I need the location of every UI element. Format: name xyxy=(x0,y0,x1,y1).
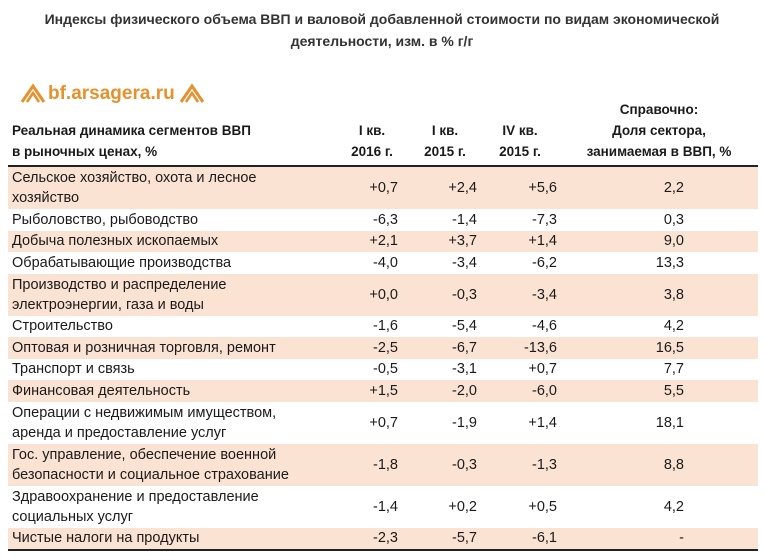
row-q4-2015: -7,3 xyxy=(532,211,557,228)
row-sector-name-line-1: Обрабатывающие производства xyxy=(12,254,232,271)
header-segment xyxy=(12,120,251,162)
row-sector-name xyxy=(8,403,330,443)
row-sector-name xyxy=(8,381,330,401)
row-q4-2015: -6,2 xyxy=(532,254,557,271)
table-title xyxy=(0,8,764,52)
row-sector-name xyxy=(8,359,330,379)
title-line-1: Индексы физического объема ВВП и валовой добавленной стоимости по видам экономической xyxy=(44,11,720,27)
row-q1-2015: -5,7 xyxy=(452,530,477,547)
row-sector-share: 2,2 xyxy=(663,180,684,196)
logo-right-mark-icon xyxy=(179,82,205,106)
row-sector-share: 8,8 xyxy=(663,456,684,473)
header-share-line-2: Доля сектора, xyxy=(612,123,706,138)
row-sector-share: 18,1 xyxy=(655,414,684,431)
table-row xyxy=(8,359,758,381)
header-q1-2015-line-2: 2015 г. xyxy=(424,144,466,159)
row-q1-2016: -2,3 xyxy=(373,530,398,547)
header-share-line-1: Справочно: xyxy=(619,102,699,117)
row-sector-name-line-2: электроэнергии, газа и воды xyxy=(12,296,204,313)
title-line-2: деятельности, изм. в % г/г xyxy=(290,33,474,49)
row-q1-2016: +2,1 xyxy=(369,233,398,250)
row-sector-share: 4,2 xyxy=(663,318,684,335)
table-row xyxy=(8,316,758,338)
table-row xyxy=(8,337,758,359)
row-q4-2015: +1,4 xyxy=(528,233,557,250)
row-sector-share: 13,3 xyxy=(655,254,684,271)
row-sector-name-line-1: Оптовая и розничная торговля, ремонт xyxy=(12,339,276,356)
table-row xyxy=(8,252,758,274)
row-sector-name xyxy=(8,528,330,548)
row-sector-share: 9,0 xyxy=(663,233,684,250)
row-q1-2015: +2,4 xyxy=(448,180,477,196)
row-q1-2016: -1,4 xyxy=(373,498,398,515)
row-sector-name xyxy=(8,253,330,273)
row-q1-2016: -6,3 xyxy=(373,211,398,228)
row-sector-name-line-2: хозяйство xyxy=(12,190,80,206)
row-q1-2015: -1,4 xyxy=(452,211,477,228)
table-row xyxy=(8,402,758,444)
row-q4-2015: -13,6 xyxy=(523,339,557,356)
row-sector-name xyxy=(8,445,330,485)
table-row xyxy=(8,231,758,253)
table-row xyxy=(8,274,758,316)
row-sector-name-line-1: Операции с недвижимым имуществом, xyxy=(12,404,277,421)
table-row xyxy=(8,167,758,209)
table-row xyxy=(8,380,758,402)
row-q1-2015: -5,4 xyxy=(452,318,477,335)
row-sector-name-line-2: безопасности и социальное страхование xyxy=(12,466,289,483)
row-q4-2015: +0,5 xyxy=(528,498,557,515)
arsagera-logo[interactable] xyxy=(20,82,205,106)
row-q4-2015: +1,4 xyxy=(528,414,557,431)
row-sector-name-line-1: Добыча полезных ископаемых xyxy=(12,233,219,250)
row-q4-2015: -1,3 xyxy=(532,456,557,473)
header-q1-2016-line-1: I кв. xyxy=(358,123,386,138)
row-q1-2015: -2,0 xyxy=(452,382,477,399)
row-sector-name-line-2: аренда и предоставление услуг xyxy=(12,424,227,441)
gdp-table xyxy=(8,165,758,551)
row-sector-share: 16,5 xyxy=(655,339,684,356)
logo-left-mark-icon xyxy=(20,82,46,106)
logo-text: bf.arsagera.ru xyxy=(48,83,175,104)
row-q4-2015: -6,0 xyxy=(532,382,557,399)
row-q1-2015: -0,3 xyxy=(452,456,477,473)
row-sector-name xyxy=(8,275,330,315)
row-sector-name xyxy=(8,231,330,251)
row-sector-name xyxy=(8,210,330,230)
row-q1-2016: -2,5 xyxy=(373,339,398,356)
row-q1-2016: -1,6 xyxy=(373,318,398,335)
row-sector-name-line-1: Чистые налоги на продукты xyxy=(12,530,200,547)
row-sector-name-line-1: Здравоохранение и предоставление xyxy=(12,488,259,505)
row-q1-2016: +0,7 xyxy=(369,414,398,431)
row-sector-share: - xyxy=(679,530,684,547)
header-q1-2015-line-1: I кв. xyxy=(431,123,459,138)
row-sector-share: 5,5 xyxy=(663,382,684,399)
row-sector-name-line-1: Строительство xyxy=(12,318,113,335)
row-sector-name xyxy=(8,338,330,358)
row-sector-name-line-1: Рыболовство, рыбоводство xyxy=(12,211,199,228)
header-sector-share xyxy=(566,99,752,162)
table-row xyxy=(8,209,758,231)
row-sector-name-line-1: Гос. управление, обеспечение военной xyxy=(12,446,277,463)
row-q4-2015: -3,4 xyxy=(532,286,557,303)
header-q1-2015 xyxy=(414,120,476,162)
row-sector-share: 4,2 xyxy=(663,498,684,515)
header-q4-2015 xyxy=(488,120,552,162)
header-q1-2016-line-2: 2016 г. xyxy=(351,144,393,159)
row-q4-2015: -4,6 xyxy=(532,318,557,335)
row-sector-name-line-1: Производство и распределение xyxy=(12,276,227,293)
header-q4-2015-line-2: 2015 г. xyxy=(499,144,541,159)
row-sector-name-line-1: Транспорт и связь xyxy=(12,361,135,378)
header-q1-2016 xyxy=(342,120,402,162)
row-q1-2015: -6,7 xyxy=(452,339,477,356)
row-sector-name-line-1: Сельское хозяйство, охота и лесное xyxy=(12,170,257,186)
row-q4-2015: +5,6 xyxy=(528,180,557,196)
row-sector-share: 7,7 xyxy=(663,361,684,378)
row-q1-2015: -3,4 xyxy=(452,254,477,271)
row-q1-2016: -1,8 xyxy=(373,456,398,473)
row-sector-share: 0,3 xyxy=(663,211,684,228)
row-sector-name xyxy=(8,487,330,527)
table-row xyxy=(8,528,758,550)
header-q4-2015-line-1: IV кв. xyxy=(502,123,538,138)
row-q1-2016: -0,5 xyxy=(373,361,398,378)
row-q1-2015: -0,3 xyxy=(452,286,477,303)
row-sector-name-line-1: Финансовая деятельность xyxy=(12,382,191,399)
row-q1-2016: +1,5 xyxy=(369,382,398,399)
row-q1-2016: +0,0 xyxy=(369,286,398,303)
row-q4-2015: +0,7 xyxy=(528,361,557,378)
row-q1-2015: +0,2 xyxy=(448,498,477,515)
header-segment-line-2: в рыночных ценах, % xyxy=(12,144,158,159)
row-q1-2015: +3,7 xyxy=(448,233,477,250)
table-row xyxy=(8,486,758,528)
header-share-line-3: занимаемая в ВВП, % xyxy=(586,144,732,159)
row-q1-2016: +0,7 xyxy=(369,180,398,196)
row-sector-share: 3,8 xyxy=(663,286,684,303)
row-q1-2015: -1,9 xyxy=(452,414,477,431)
header-segment-line-1: Реальная динамика сегментов ВВП xyxy=(12,123,251,138)
row-q4-2015: -6,1 xyxy=(532,530,557,547)
row-q1-2016: -4,0 xyxy=(373,254,398,271)
row-q1-2015: -3,1 xyxy=(452,361,477,378)
row-sector-name xyxy=(8,316,330,336)
table-row xyxy=(8,444,758,486)
row-sector-name xyxy=(8,168,330,208)
row-sector-name-line-2: социальных услуг xyxy=(12,508,134,525)
